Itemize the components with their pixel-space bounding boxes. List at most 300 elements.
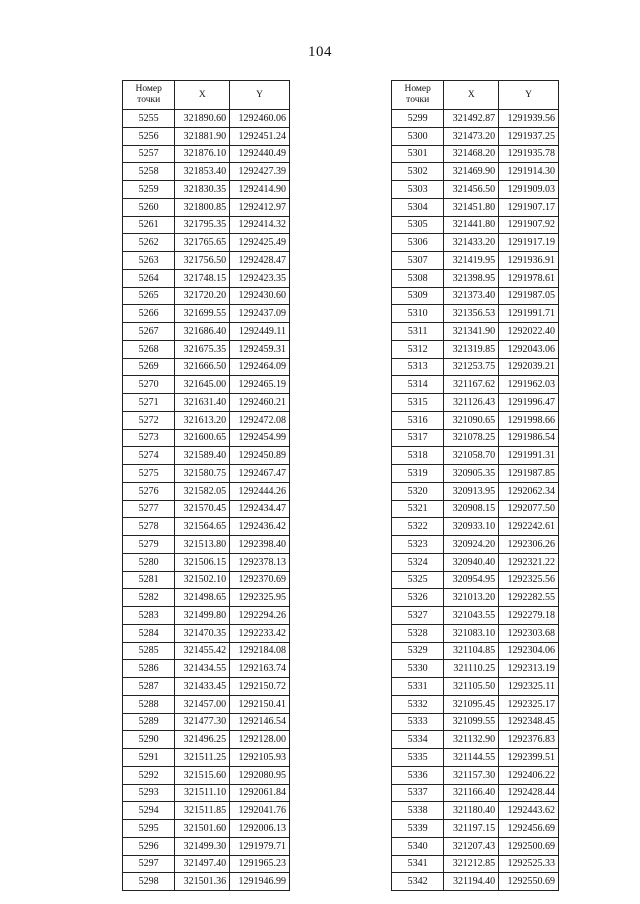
y-coordinate-cell: 1292423.35 bbox=[230, 269, 290, 287]
y-coordinate-cell: 1292128.00 bbox=[230, 731, 290, 749]
point-number-cell: 5338 bbox=[392, 802, 444, 820]
point-number-cell: 5255 bbox=[123, 110, 175, 128]
point-number-cell: 5308 bbox=[392, 269, 444, 287]
x-coordinate-cell: 321078.25 bbox=[444, 429, 499, 447]
table-row bbox=[392, 571, 559, 589]
table-row bbox=[123, 571, 290, 589]
x-coordinate-cell: 321132.90 bbox=[444, 731, 499, 749]
point-number-cell: 5325 bbox=[392, 571, 444, 589]
point-number-cell: 5296 bbox=[123, 837, 175, 855]
table-row bbox=[392, 252, 559, 270]
x-coordinate-cell: 321197.15 bbox=[444, 820, 499, 838]
x-coordinate-cell: 321356.53 bbox=[444, 305, 499, 323]
point-number-cell: 5277 bbox=[123, 500, 175, 518]
y-coordinate-cell: 1291978.61 bbox=[499, 269, 559, 287]
point-number-cell: 5294 bbox=[123, 802, 175, 820]
point-number-cell: 5314 bbox=[392, 376, 444, 394]
x-coordinate-cell: 321457.00 bbox=[175, 695, 230, 713]
table-row bbox=[123, 358, 290, 376]
table-row bbox=[392, 340, 559, 358]
x-coordinate-cell: 321582.05 bbox=[175, 482, 230, 500]
x-coordinate-cell: 321433.20 bbox=[444, 234, 499, 252]
point-number-cell: 5305 bbox=[392, 216, 444, 234]
y-coordinate-cell: 1291987.85 bbox=[499, 465, 559, 483]
point-number-cell: 5321 bbox=[392, 500, 444, 518]
table-row bbox=[123, 269, 290, 287]
y-coordinate-cell: 1292303.68 bbox=[499, 624, 559, 642]
x-coordinate-cell: 321083.10 bbox=[444, 624, 499, 642]
point-number-cell: 5330 bbox=[392, 660, 444, 678]
point-number-cell: 5285 bbox=[123, 642, 175, 660]
x-coordinate-cell: 321126.43 bbox=[444, 394, 499, 412]
y-coordinate-cell: 1291907.17 bbox=[499, 198, 559, 216]
point-number-cell: 5271 bbox=[123, 394, 175, 412]
point-number-cell: 5326 bbox=[392, 589, 444, 607]
x-coordinate-cell: 321589.40 bbox=[175, 447, 230, 465]
point-number-cell: 5319 bbox=[392, 465, 444, 483]
coordinates-table-right bbox=[391, 80, 559, 891]
table-row bbox=[123, 855, 290, 873]
point-number-cell: 5311 bbox=[392, 323, 444, 341]
y-coordinate-cell: 1291965.23 bbox=[230, 855, 290, 873]
y-coordinate-cell: 1292434.47 bbox=[230, 500, 290, 518]
point-number-cell: 5289 bbox=[123, 713, 175, 731]
x-coordinate-cell: 321795.35 bbox=[175, 216, 230, 234]
table-row bbox=[392, 536, 559, 554]
table-row bbox=[392, 553, 559, 571]
table-row bbox=[392, 198, 559, 216]
point-number-cell: 5287 bbox=[123, 678, 175, 696]
y-coordinate-cell: 1291936.91 bbox=[499, 252, 559, 270]
x-coordinate-cell: 321890.60 bbox=[175, 110, 230, 128]
table-row bbox=[392, 429, 559, 447]
point-number-cell: 5341 bbox=[392, 855, 444, 873]
table-row bbox=[392, 482, 559, 500]
x-coordinate-cell: 321499.30 bbox=[175, 837, 230, 855]
point-number-cell: 5261 bbox=[123, 216, 175, 234]
x-coordinate-cell: 321441.80 bbox=[444, 216, 499, 234]
point-number-cell: 5282 bbox=[123, 589, 175, 607]
x-coordinate-cell: 321212.85 bbox=[444, 855, 499, 873]
x-coordinate-cell: 321631.40 bbox=[175, 394, 230, 412]
x-coordinate-cell: 321207.43 bbox=[444, 837, 499, 855]
table-row bbox=[392, 323, 559, 341]
x-coordinate-cell: 321451.80 bbox=[444, 198, 499, 216]
table-row bbox=[123, 181, 290, 199]
point-number-cell: 5329 bbox=[392, 642, 444, 660]
point-number-cell: 5265 bbox=[123, 287, 175, 305]
x-coordinate-cell: 320908.15 bbox=[444, 500, 499, 518]
point-number-cell: 5342 bbox=[392, 873, 444, 891]
x-coordinate-cell: 321756.50 bbox=[175, 252, 230, 270]
point-number-cell: 5340 bbox=[392, 837, 444, 855]
table-row bbox=[123, 802, 290, 820]
point-number-cell: 5324 bbox=[392, 553, 444, 571]
table-row bbox=[123, 198, 290, 216]
y-coordinate-cell: 1292459.31 bbox=[230, 340, 290, 358]
table-row bbox=[123, 376, 290, 394]
x-coordinate-cell: 321253.75 bbox=[444, 358, 499, 376]
point-number-cell: 5328 bbox=[392, 624, 444, 642]
table-row bbox=[392, 607, 559, 625]
point-number-cell: 5279 bbox=[123, 536, 175, 554]
point-number-cell: 5315 bbox=[392, 394, 444, 412]
point-number-cell: 5316 bbox=[392, 411, 444, 429]
table-row bbox=[392, 163, 559, 181]
x-coordinate-cell: 321699.55 bbox=[175, 305, 230, 323]
y-coordinate-cell: 1292348.45 bbox=[499, 713, 559, 731]
x-coordinate-cell: 321468.20 bbox=[444, 145, 499, 163]
y-coordinate-cell: 1292105.93 bbox=[230, 749, 290, 767]
point-number-cell: 5332 bbox=[392, 695, 444, 713]
point-number-cell: 5276 bbox=[123, 482, 175, 500]
table-row bbox=[123, 394, 290, 412]
point-number-cell: 5275 bbox=[123, 465, 175, 483]
table-row bbox=[123, 163, 290, 181]
y-coordinate-cell: 1292428.44 bbox=[499, 784, 559, 802]
point-number-cell: 5309 bbox=[392, 287, 444, 305]
y-coordinate-cell: 1291986.54 bbox=[499, 429, 559, 447]
y-coordinate-cell: 1292006.13 bbox=[230, 820, 290, 838]
x-coordinate-cell: 320905.35 bbox=[444, 465, 499, 483]
y-coordinate-cell: 1291909.03 bbox=[499, 181, 559, 199]
table-row bbox=[123, 145, 290, 163]
table-row bbox=[392, 695, 559, 713]
table-header-row bbox=[123, 81, 290, 110]
y-coordinate-cell: 1292325.17 bbox=[499, 695, 559, 713]
table-row bbox=[123, 216, 290, 234]
table-row bbox=[392, 234, 559, 252]
table-row bbox=[392, 447, 559, 465]
table-row bbox=[392, 269, 559, 287]
y-coordinate-cell: 1292414.90 bbox=[230, 181, 290, 199]
x-coordinate-cell: 321105.50 bbox=[444, 678, 499, 696]
header-x: X bbox=[444, 81, 499, 110]
y-coordinate-cell: 1292062.34 bbox=[499, 482, 559, 500]
y-coordinate-cell: 1292427.39 bbox=[230, 163, 290, 181]
point-number-cell: 5322 bbox=[392, 518, 444, 536]
y-coordinate-cell: 1291939.56 bbox=[499, 110, 559, 128]
y-coordinate-cell: 1292378.13 bbox=[230, 553, 290, 571]
table-row bbox=[392, 749, 559, 767]
point-number-cell: 5274 bbox=[123, 447, 175, 465]
table-row bbox=[392, 216, 559, 234]
y-coordinate-cell: 1292437.09 bbox=[230, 305, 290, 323]
y-coordinate-cell: 1292150.72 bbox=[230, 678, 290, 696]
x-coordinate-cell: 321104.85 bbox=[444, 642, 499, 660]
x-coordinate-cell: 321720.20 bbox=[175, 287, 230, 305]
table-row bbox=[123, 695, 290, 713]
x-coordinate-cell: 321341.90 bbox=[444, 323, 499, 341]
x-coordinate-cell: 321477.30 bbox=[175, 713, 230, 731]
point-number-cell: 5288 bbox=[123, 695, 175, 713]
point-number-cell: 5333 bbox=[392, 713, 444, 731]
x-coordinate-cell: 321645.00 bbox=[175, 376, 230, 394]
table-row bbox=[392, 855, 559, 873]
y-coordinate-cell: 1291935.78 bbox=[499, 145, 559, 163]
table-row bbox=[392, 766, 559, 784]
coordinates-table-left bbox=[122, 80, 290, 891]
point-number-cell: 5266 bbox=[123, 305, 175, 323]
y-coordinate-cell: 1292449.11 bbox=[230, 323, 290, 341]
x-coordinate-cell: 320913.95 bbox=[444, 482, 499, 500]
x-coordinate-cell: 321600.65 bbox=[175, 429, 230, 447]
x-coordinate-cell: 321166.40 bbox=[444, 784, 499, 802]
point-number-cell: 5260 bbox=[123, 198, 175, 216]
y-coordinate-cell: 1292454.99 bbox=[230, 429, 290, 447]
x-coordinate-cell: 320940.40 bbox=[444, 553, 499, 571]
y-coordinate-cell: 1291996.47 bbox=[499, 394, 559, 412]
y-coordinate-cell: 1291991.71 bbox=[499, 305, 559, 323]
x-coordinate-cell: 321456.50 bbox=[444, 181, 499, 199]
point-number-cell: 5327 bbox=[392, 607, 444, 625]
x-coordinate-cell: 321144.55 bbox=[444, 749, 499, 767]
y-coordinate-cell: 1292428.47 bbox=[230, 252, 290, 270]
table-row bbox=[123, 713, 290, 731]
x-coordinate-cell: 321515.60 bbox=[175, 766, 230, 784]
point-number-cell: 5323 bbox=[392, 536, 444, 554]
x-coordinate-cell: 321319.85 bbox=[444, 340, 499, 358]
point-number-cell: 5303 bbox=[392, 181, 444, 199]
table-row bbox=[392, 624, 559, 642]
x-coordinate-cell: 321013.20 bbox=[444, 589, 499, 607]
y-coordinate-cell: 1291991.31 bbox=[499, 447, 559, 465]
y-coordinate-cell: 1292425.49 bbox=[230, 234, 290, 252]
y-coordinate-cell: 1292440.49 bbox=[230, 145, 290, 163]
table-row bbox=[123, 660, 290, 678]
point-number-cell: 5300 bbox=[392, 127, 444, 145]
point-number-cell: 5267 bbox=[123, 323, 175, 341]
table-row bbox=[123, 411, 290, 429]
table-row bbox=[392, 394, 559, 412]
point-number-cell: 5318 bbox=[392, 447, 444, 465]
point-number-cell: 5272 bbox=[123, 411, 175, 429]
point-number-cell: 5283 bbox=[123, 607, 175, 625]
y-coordinate-cell: 1292077.50 bbox=[499, 500, 559, 518]
point-number-cell: 5291 bbox=[123, 749, 175, 767]
y-coordinate-cell: 1292233.42 bbox=[230, 624, 290, 642]
y-coordinate-cell: 1292450.89 bbox=[230, 447, 290, 465]
table-row bbox=[123, 784, 290, 802]
x-coordinate-cell: 321497.40 bbox=[175, 855, 230, 873]
table-row bbox=[123, 536, 290, 554]
y-coordinate-cell: 1292242.61 bbox=[499, 518, 559, 536]
x-coordinate-cell: 321419.95 bbox=[444, 252, 499, 270]
table-row bbox=[392, 465, 559, 483]
x-coordinate-cell: 321675.35 bbox=[175, 340, 230, 358]
table-row bbox=[392, 784, 559, 802]
y-coordinate-cell: 1292039.21 bbox=[499, 358, 559, 376]
y-coordinate-cell: 1292325.11 bbox=[499, 678, 559, 696]
header-y: Y bbox=[499, 81, 559, 110]
y-coordinate-cell: 1292146.54 bbox=[230, 713, 290, 731]
y-coordinate-cell: 1292306.26 bbox=[499, 536, 559, 554]
y-coordinate-cell: 1292163.74 bbox=[230, 660, 290, 678]
table-row bbox=[123, 234, 290, 252]
point-number-cell: 5258 bbox=[123, 163, 175, 181]
table-row bbox=[123, 678, 290, 696]
header-point-number: Номер точки bbox=[392, 81, 444, 110]
page-number: 104 bbox=[308, 44, 332, 60]
x-coordinate-cell: 321058.70 bbox=[444, 447, 499, 465]
table-row bbox=[392, 376, 559, 394]
point-number-cell: 5284 bbox=[123, 624, 175, 642]
x-coordinate-cell: 321501.36 bbox=[175, 873, 230, 891]
x-coordinate-cell: 321194.40 bbox=[444, 873, 499, 891]
y-coordinate-cell: 1292443.62 bbox=[499, 802, 559, 820]
point-number-cell: 5280 bbox=[123, 553, 175, 571]
table-row bbox=[123, 287, 290, 305]
point-number-cell: 5256 bbox=[123, 127, 175, 145]
x-coordinate-cell: 321564.65 bbox=[175, 518, 230, 536]
x-coordinate-cell: 321398.95 bbox=[444, 269, 499, 287]
point-number-cell: 5270 bbox=[123, 376, 175, 394]
y-coordinate-cell: 1292399.51 bbox=[499, 749, 559, 767]
x-coordinate-cell: 321613.20 bbox=[175, 411, 230, 429]
y-coordinate-cell: 1292472.08 bbox=[230, 411, 290, 429]
table-row bbox=[392, 305, 559, 323]
table-row bbox=[392, 642, 559, 660]
point-number-cell: 5293 bbox=[123, 784, 175, 802]
table-row bbox=[392, 500, 559, 518]
y-coordinate-cell: 1292022.40 bbox=[499, 323, 559, 341]
point-number-cell: 5268 bbox=[123, 340, 175, 358]
x-coordinate-cell: 321470.35 bbox=[175, 624, 230, 642]
y-coordinate-cell: 1291979.71 bbox=[230, 837, 290, 855]
point-number-cell: 5339 bbox=[392, 820, 444, 838]
y-coordinate-cell: 1292464.09 bbox=[230, 358, 290, 376]
x-coordinate-cell: 321469.90 bbox=[444, 163, 499, 181]
table-row bbox=[123, 323, 290, 341]
x-coordinate-cell: 321157.30 bbox=[444, 766, 499, 784]
y-coordinate-cell: 1291917.19 bbox=[499, 234, 559, 252]
table-row bbox=[123, 766, 290, 784]
y-coordinate-cell: 1292313.19 bbox=[499, 660, 559, 678]
y-coordinate-cell: 1292061.84 bbox=[230, 784, 290, 802]
table-row bbox=[123, 482, 290, 500]
header-y: Y bbox=[230, 81, 290, 110]
table-row bbox=[392, 110, 559, 128]
table-row bbox=[392, 837, 559, 855]
x-coordinate-cell: 321099.55 bbox=[444, 713, 499, 731]
x-coordinate-cell: 321498.65 bbox=[175, 589, 230, 607]
x-coordinate-cell: 320933.10 bbox=[444, 518, 499, 536]
table-row bbox=[392, 411, 559, 429]
point-number-cell: 5278 bbox=[123, 518, 175, 536]
y-coordinate-cell: 1292451.24 bbox=[230, 127, 290, 145]
y-coordinate-cell: 1292304.06 bbox=[499, 642, 559, 660]
point-number-cell: 5273 bbox=[123, 429, 175, 447]
x-coordinate-cell: 321666.50 bbox=[175, 358, 230, 376]
table-header-row bbox=[392, 81, 559, 110]
y-coordinate-cell: 1292398.40 bbox=[230, 536, 290, 554]
x-coordinate-cell: 321455.42 bbox=[175, 642, 230, 660]
point-number-cell: 5281 bbox=[123, 571, 175, 589]
table-row bbox=[392, 181, 559, 199]
table-row bbox=[123, 340, 290, 358]
y-coordinate-cell: 1292414.32 bbox=[230, 216, 290, 234]
table-row bbox=[123, 624, 290, 642]
table-row bbox=[123, 252, 290, 270]
table-row bbox=[123, 553, 290, 571]
y-coordinate-cell: 1291987.05 bbox=[499, 287, 559, 305]
x-coordinate-cell: 321501.60 bbox=[175, 820, 230, 838]
y-coordinate-cell: 1292294.26 bbox=[230, 607, 290, 625]
table-row bbox=[123, 465, 290, 483]
y-coordinate-cell: 1292460.21 bbox=[230, 394, 290, 412]
y-coordinate-cell: 1292043.06 bbox=[499, 340, 559, 358]
x-coordinate-cell: 321180.40 bbox=[444, 802, 499, 820]
point-number-cell: 5331 bbox=[392, 678, 444, 696]
y-coordinate-cell: 1292370.69 bbox=[230, 571, 290, 589]
x-coordinate-cell: 320924.20 bbox=[444, 536, 499, 554]
table-row bbox=[392, 678, 559, 696]
x-coordinate-cell: 321090.65 bbox=[444, 411, 499, 429]
point-number-cell: 5262 bbox=[123, 234, 175, 252]
x-coordinate-cell: 321748.15 bbox=[175, 269, 230, 287]
y-coordinate-cell: 1292444.26 bbox=[230, 482, 290, 500]
y-coordinate-cell: 1291937.25 bbox=[499, 127, 559, 145]
table-row bbox=[123, 110, 290, 128]
point-number-cell: 5320 bbox=[392, 482, 444, 500]
table-row bbox=[123, 820, 290, 838]
x-coordinate-cell: 321511.25 bbox=[175, 749, 230, 767]
x-coordinate-cell: 321499.80 bbox=[175, 607, 230, 625]
y-coordinate-cell: 1292150.41 bbox=[230, 695, 290, 713]
y-coordinate-cell: 1292430.60 bbox=[230, 287, 290, 305]
x-coordinate-cell: 321511.10 bbox=[175, 784, 230, 802]
x-coordinate-cell: 321800.85 bbox=[175, 198, 230, 216]
y-coordinate-cell: 1291946.99 bbox=[230, 873, 290, 891]
y-coordinate-cell: 1292436.42 bbox=[230, 518, 290, 536]
x-coordinate-cell: 321686.40 bbox=[175, 323, 230, 341]
x-coordinate-cell: 321095.45 bbox=[444, 695, 499, 713]
point-number-cell: 5290 bbox=[123, 731, 175, 749]
y-coordinate-cell: 1291907.92 bbox=[499, 216, 559, 234]
x-coordinate-cell: 321434.55 bbox=[175, 660, 230, 678]
point-number-cell: 5298 bbox=[123, 873, 175, 891]
table-row bbox=[123, 127, 290, 145]
point-number-cell: 5263 bbox=[123, 252, 175, 270]
table-row bbox=[123, 749, 290, 767]
y-coordinate-cell: 1292279.18 bbox=[499, 607, 559, 625]
y-coordinate-cell: 1292325.56 bbox=[499, 571, 559, 589]
point-number-cell: 5304 bbox=[392, 198, 444, 216]
x-coordinate-cell: 321580.75 bbox=[175, 465, 230, 483]
y-coordinate-cell: 1292550.69 bbox=[499, 873, 559, 891]
table-row bbox=[392, 820, 559, 838]
x-coordinate-cell: 321502.10 bbox=[175, 571, 230, 589]
table-row bbox=[392, 873, 559, 891]
x-coordinate-cell: 321513.80 bbox=[175, 536, 230, 554]
point-number-cell: 5307 bbox=[392, 252, 444, 270]
table-row bbox=[392, 127, 559, 145]
point-number-cell: 5306 bbox=[392, 234, 444, 252]
table-row bbox=[392, 287, 559, 305]
x-coordinate-cell: 321473.20 bbox=[444, 127, 499, 145]
table-row bbox=[392, 660, 559, 678]
x-coordinate-cell: 321167.62 bbox=[444, 376, 499, 394]
y-coordinate-cell: 1292184.08 bbox=[230, 642, 290, 660]
point-number-cell: 5301 bbox=[392, 145, 444, 163]
y-coordinate-cell: 1292325.95 bbox=[230, 589, 290, 607]
table-row bbox=[392, 589, 559, 607]
point-number-cell: 5295 bbox=[123, 820, 175, 838]
header-point-number: Номер точки bbox=[123, 81, 175, 110]
y-coordinate-cell: 1292500.69 bbox=[499, 837, 559, 855]
y-coordinate-cell: 1291914.30 bbox=[499, 163, 559, 181]
table-row bbox=[123, 429, 290, 447]
